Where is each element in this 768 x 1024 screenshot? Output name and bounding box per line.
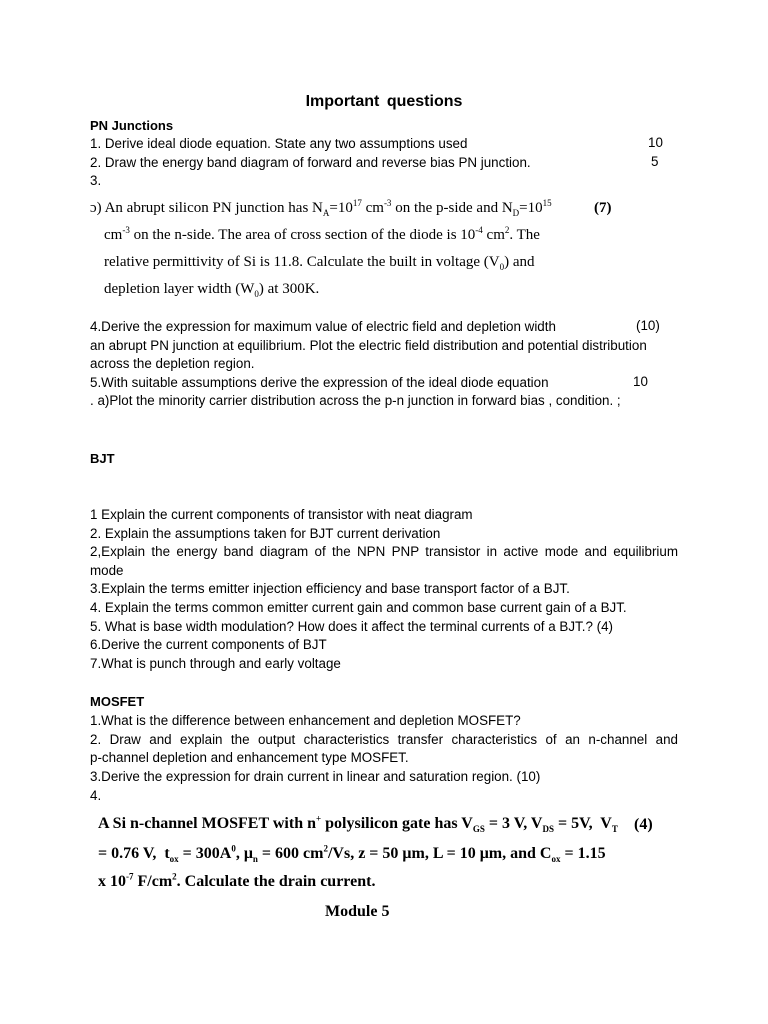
scanned-problem-pn-marks: (7) [594,200,612,216]
scanned-problem-mosfet-marks: (4) [634,816,653,833]
mosfet-question-3: 3.Derive the expression for drain current in linear and saturation region. (10) [90,769,541,784]
bjt-question-2b-line-2: mode [90,563,124,578]
page-title: Important questions [305,93,463,110]
mosfet-question-2-line-1: 2. Draw and explain the output characteristics transfer characteristics of an n-channel and [90,732,678,747]
section-heading-mosfet: MOSFET [90,694,145,709]
pn-question-4-line-1: 4.Derive the expression for maximum value of electric field and depletion width [90,319,556,334]
module-label: Module 5 [325,903,390,920]
pn-question-2-marks: 5 [651,154,659,169]
bjt-question-5: 5. What is base width modulation? How does it affect the terminal currents of a BJT.? (4) [90,619,613,634]
document-page: Important questions PN Junctions 1. Derive ideal diode equation. State any two assumptions used 10 2. Draw the energy band diagram of forward and reverse bias PN junction. 5 3. ɔ) An abrupt silicon PN junction has $N_A=10^{17}$ $cm^{-3}$ on the p-side and $N_D=10^{15}$ (7) $cm^{-3}$ on the n-side. The area of cross section of the diode is $10^{-4}$ $cm^2$. The relative permittivity of Si is 11.8. Calculate the built in voltage $(V_0)$ and depletion layer width $(W_0)$ at 300K. 4.Derive the expression for maximum value of electric field and depletion width (10) an abrupt PN junction at equilibrium. Plot the electric field distribution and potential distribution across the depletion region. 5.With suitable assumptions derive the expression of the ideal diode equation 10 . a)Plot the minority carrier distribution across the p-n junction in forward bias , condition. ; BJT 1 Explain the current components of transistor with neat diagram 2. Explain the assumptions taken for BJT current derivation 2,Explain the energy band diagram of the NPN PNP transistor in active mode and equilibrium mode 3.Explain the terms emitter injection efficiency and base transport factor of a BJT. 4. Explain the terms common emitter current gain and common base current gain of a BJT. 5. What is base width modulation? How does it affect the terminal currents of a BJT.? (4) 6.Derive the current components of BJT 7.What is punch through and early voltage MOSFET 1.What is the difference between enhancement and depletion MOSFET? 2. Draw and explain the output characteristics transfer characteristics of an n-channel and p-channel depletion and enhancement type MOSFET. 3.Derive the expression for drain current in linear and saturation region. (10) 4. A Si n-channel MOSFET with n+ polysilicon gate has $V_{GS} = 3$ V, $V_{DS} = 5V$, $V_T$ (4) = 0.76 V, $t_{ox} = 300A^0$, $\mu_n = 600$ $cm^2/Vs$, z = 50 μm, L = 10 μm, and $C_{ox} = 1.15$ x $10^{-7}$ $F/cm^2$. Calculate the drain current. Module 5 [0,0,768,1024]
pn-question-1-marks: 10 [648,135,663,150]
pn-question-4-line-3: across the depletion region. [90,356,255,371]
pn-question-1: 1. Derive ideal diode equation. State any two assumptions used [90,136,468,151]
pn-question-3: 3. [90,173,102,188]
bjt-question-6: 6.Derive the current components of BJT [90,637,327,652]
pn-question-4-line-2: an abrupt PN junction at equilibrium. Plot the electric field distribution and potential distribution [90,338,647,353]
bjt-question-2b-line-1: 2,Explain the energy band diagram of the NPN PNP transistor in active mode and equilibrium [90,544,678,559]
mosfet-question-2-line-2: p-channel depletion and enhancement type MOSFET. [90,750,409,765]
bjt-question-1: 1 Explain the current components of transistor with neat diagram [90,507,473,522]
bjt-question-4: 4. Explain the terms common emitter current gain and common base current gain of a BJT. [90,600,627,615]
section-heading-pn-junctions: PN Junctions [90,118,174,133]
pn-question-2: 2. Draw the energy band diagram of forward and reverse bias PN junction. [90,155,531,170]
pn-question-5-marks: 10 [633,374,648,389]
bjt-question-7: 7.What is punch through and early voltage [90,656,341,671]
mosfet-question-4: 4. [90,788,102,803]
mosfet-question-1: 1.What is the difference between enhancement and depletion MOSFET? [90,713,521,728]
pn-question-5a: . a)Plot the minority carrier distribution across the p-n junction in forward bias , condition. ; [90,393,621,408]
pn-question-4-marks: (10) [636,318,660,333]
section-heading-bjt: BJT [90,451,115,466]
bjt-question-3: 3.Explain the terms emitter injection efficiency and base transport factor of a BJT. [90,581,570,596]
bjt-question-2: 2. Explain the assumptions taken for BJT current derivation [90,526,441,541]
pn-question-5: 5.With suitable assumptions derive the expression of the ideal diode equation [90,375,549,390]
